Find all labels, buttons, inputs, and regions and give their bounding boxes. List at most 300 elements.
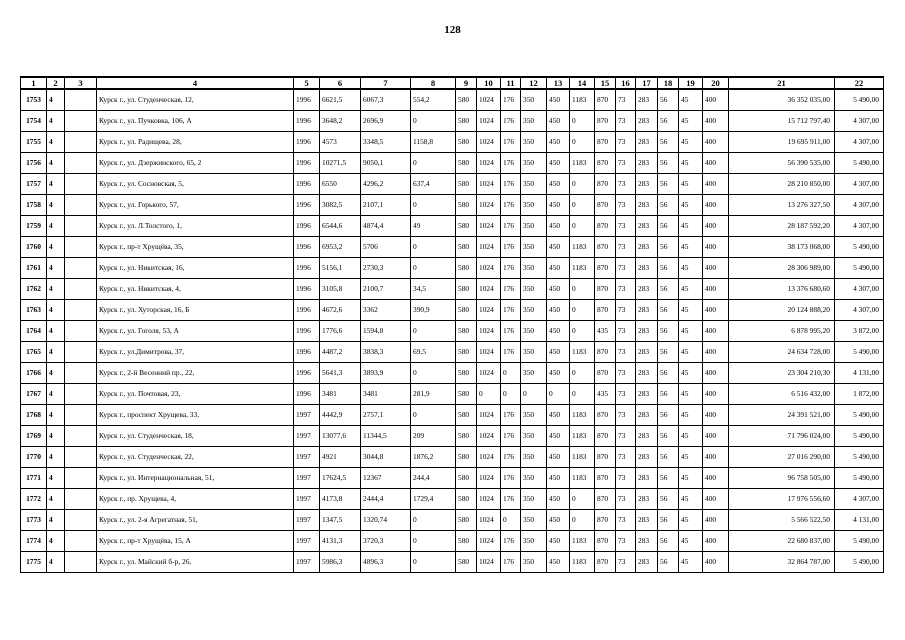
table-row <box>21 132 884 153</box>
cell-col-17: 283 <box>636 342 658 363</box>
cell-col-15: 870 <box>595 447 616 468</box>
cell-col-19: 45 <box>679 363 703 384</box>
cell-col-21: 28 187 592,20 <box>729 216 835 237</box>
cell-col-9: 580 <box>456 279 477 300</box>
cell-col-4: Курск г., ул. Гоголя, 53, А <box>97 321 294 342</box>
cell-col-6: 6550 <box>320 174 361 195</box>
cell-col-20: 400 <box>703 237 729 258</box>
table-row <box>21 258 884 279</box>
cell-col-17: 283 <box>636 279 658 300</box>
cell-col-17: 283 <box>636 153 658 174</box>
cell-col-1: 1758 <box>21 195 47 216</box>
cell-col-16: 73 <box>616 89 636 111</box>
cell-col-5: 1997 <box>294 489 320 510</box>
cell-col-19: 45 <box>679 552 703 573</box>
table-row <box>21 153 884 174</box>
cell-col-17: 283 <box>636 216 658 237</box>
cell-col-3 <box>65 363 97 384</box>
cell-col-15: 870 <box>595 89 616 111</box>
cell-col-10: 1024 <box>477 279 501 300</box>
cell-col-12: 350 <box>521 447 547 468</box>
cell-col-15: 870 <box>595 342 616 363</box>
cell-col-19: 45 <box>679 321 703 342</box>
cell-col-22: 1 872,00 <box>835 384 884 405</box>
cell-col-10: 1024 <box>477 300 501 321</box>
cell-col-16: 73 <box>616 111 636 132</box>
cell-col-22: 5 490,00 <box>835 258 884 279</box>
table-row <box>21 342 884 363</box>
cell-col-5: 1996 <box>294 111 320 132</box>
cell-col-20: 400 <box>703 489 729 510</box>
cell-col-11: 176 <box>501 426 521 447</box>
cell-col-17: 283 <box>636 258 658 279</box>
cell-col-15: 870 <box>595 111 616 132</box>
cell-col-8: 1729,4 <box>411 489 456 510</box>
cell-col-14: 0 <box>570 384 595 405</box>
cell-col-3 <box>65 132 97 153</box>
cell-col-8: 0 <box>411 153 456 174</box>
cell-col-16: 73 <box>616 216 636 237</box>
cell-col-20: 400 <box>703 216 729 237</box>
cell-col-18: 56 <box>658 468 679 489</box>
cell-col-5: 1997 <box>294 531 320 552</box>
cell-col-6: 4173,8 <box>320 489 361 510</box>
cell-col-11: 176 <box>501 111 521 132</box>
cell-col-15: 870 <box>595 489 616 510</box>
cell-col-5: 1996 <box>294 342 320 363</box>
cell-col-7: 1320,74 <box>361 510 411 531</box>
cell-col-21: 19 695 911,00 <box>729 132 835 153</box>
cell-col-19: 45 <box>679 195 703 216</box>
cell-col-19: 45 <box>679 174 703 195</box>
cell-col-18: 56 <box>658 552 679 573</box>
cell-col-22: 5 490,00 <box>835 237 884 258</box>
cell-col-8: 0 <box>411 111 456 132</box>
table-row <box>21 531 884 552</box>
cell-col-11: 176 <box>501 531 521 552</box>
cell-col-22: 4 307,00 <box>835 195 884 216</box>
column-header-14: 14 <box>570 77 595 89</box>
cell-col-13: 450 <box>547 216 570 237</box>
cell-col-3 <box>65 279 97 300</box>
table-row <box>21 384 884 405</box>
table-row <box>21 111 884 132</box>
cell-col-10: 1024 <box>477 195 501 216</box>
cell-col-12: 350 <box>521 321 547 342</box>
cell-col-6: 5156,1 <box>320 258 361 279</box>
cell-col-3 <box>65 153 97 174</box>
cell-col-7: 11344,5 <box>361 426 411 447</box>
cell-col-2: 4 <box>47 279 65 300</box>
cell-col-4: Курск г., ул. Почтовая, 23, <box>97 384 294 405</box>
cell-col-7: 3838,3 <box>361 342 411 363</box>
column-header-6: 6 <box>320 77 361 89</box>
cell-col-16: 73 <box>616 258 636 279</box>
cell-col-2: 4 <box>47 489 65 510</box>
cell-col-8: 0 <box>411 363 456 384</box>
cell-col-17: 283 <box>636 132 658 153</box>
cell-col-18: 56 <box>658 510 679 531</box>
cell-col-1: 1767 <box>21 384 47 405</box>
cell-col-11: 176 <box>501 321 521 342</box>
table-row <box>21 489 884 510</box>
cell-col-22: 4 307,00 <box>835 300 884 321</box>
cell-col-20: 400 <box>703 321 729 342</box>
cell-col-16: 73 <box>616 279 636 300</box>
cell-col-11: 176 <box>501 195 521 216</box>
cell-col-5: 1996 <box>294 153 320 174</box>
cell-col-19: 45 <box>679 279 703 300</box>
cell-col-15: 870 <box>595 258 616 279</box>
cell-col-10: 1024 <box>477 153 501 174</box>
cell-col-7: 2730,3 <box>361 258 411 279</box>
cell-col-4: Курск г., ул. Сосновская, 5, <box>97 174 294 195</box>
cell-col-10: 1024 <box>477 111 501 132</box>
cell-col-12: 350 <box>521 531 547 552</box>
cell-col-12: 350 <box>521 426 547 447</box>
cell-col-5: 1996 <box>294 132 320 153</box>
cell-col-8: 637,4 <box>411 174 456 195</box>
cell-col-21: 27 016 290,00 <box>729 447 835 468</box>
column-header-12: 12 <box>521 77 547 89</box>
table-row <box>21 216 884 237</box>
cell-col-2: 4 <box>47 342 65 363</box>
cell-col-11: 176 <box>501 489 521 510</box>
cell-col-13: 450 <box>547 89 570 111</box>
cell-col-4: Курск г., ул. Никитская, 16, <box>97 258 294 279</box>
cell-col-6: 3648,2 <box>320 111 361 132</box>
cell-col-20: 400 <box>703 363 729 384</box>
cell-col-21: 96 758 505,00 <box>729 468 835 489</box>
cell-col-16: 73 <box>616 426 636 447</box>
cell-col-21: 15 712 797,40 <box>729 111 835 132</box>
cell-col-4: Курск г., пр-т Хрущёва, 15, А <box>97 531 294 552</box>
cell-col-6: 17624,5 <box>320 468 361 489</box>
cell-col-20: 400 <box>703 153 729 174</box>
cell-col-9: 580 <box>456 237 477 258</box>
cell-col-2: 4 <box>47 153 65 174</box>
cell-col-14: 0 <box>570 132 595 153</box>
cell-col-5: 1996 <box>294 216 320 237</box>
cell-col-15: 870 <box>595 552 616 573</box>
cell-col-22: 5 490,00 <box>835 405 884 426</box>
cell-col-12: 350 <box>521 111 547 132</box>
cell-col-1: 1755 <box>21 132 47 153</box>
cell-col-14: 1183 <box>570 447 595 468</box>
cell-col-4: Курск г., пр-т Хрущёва, 35, <box>97 237 294 258</box>
cell-col-1: 1768 <box>21 405 47 426</box>
cell-col-20: 400 <box>703 510 729 531</box>
cell-col-19: 45 <box>679 384 703 405</box>
cell-col-5: 1996 <box>294 174 320 195</box>
table-body <box>21 89 884 573</box>
cell-col-22: 4 307,00 <box>835 279 884 300</box>
cell-col-19: 45 <box>679 447 703 468</box>
cell-col-3 <box>65 195 97 216</box>
cell-col-16: 73 <box>616 174 636 195</box>
cell-col-12: 350 <box>521 237 547 258</box>
cell-col-1: 1764 <box>21 321 47 342</box>
cell-col-3 <box>65 89 97 111</box>
cell-col-3 <box>65 447 97 468</box>
cell-col-21: 28 210 850,00 <box>729 174 835 195</box>
cell-col-15: 870 <box>595 153 616 174</box>
cell-col-14: 0 <box>570 510 595 531</box>
cell-col-6: 4573 <box>320 132 361 153</box>
cell-col-8: 209 <box>411 426 456 447</box>
cell-col-13: 450 <box>547 447 570 468</box>
cell-col-14: 0 <box>570 363 595 384</box>
cell-col-8: 0 <box>411 510 456 531</box>
cell-col-22: 4 131,00 <box>835 510 884 531</box>
cell-col-3 <box>65 216 97 237</box>
cell-col-13: 450 <box>547 489 570 510</box>
cell-col-22: 5 490,00 <box>835 89 884 111</box>
table-row <box>21 552 884 573</box>
cell-col-7: 12367 <box>361 468 411 489</box>
cell-col-19: 45 <box>679 510 703 531</box>
cell-col-9: 580 <box>456 384 477 405</box>
cell-col-14: 0 <box>570 195 595 216</box>
cell-col-3 <box>65 405 97 426</box>
cell-col-15: 870 <box>595 531 616 552</box>
cell-col-14: 1183 <box>570 258 595 279</box>
cell-col-16: 73 <box>616 153 636 174</box>
cell-col-3 <box>65 426 97 447</box>
cell-col-19: 45 <box>679 258 703 279</box>
cell-col-4: Курск г., ул. Интернациональная, 51, <box>97 468 294 489</box>
cell-col-15: 870 <box>595 300 616 321</box>
table-row <box>21 279 884 300</box>
cell-col-20: 400 <box>703 111 729 132</box>
page-number: 128 <box>444 24 461 36</box>
cell-col-8: 0 <box>411 321 456 342</box>
column-number-header-row <box>21 77 884 89</box>
cell-col-8: 390,9 <box>411 300 456 321</box>
cell-col-4: Курск г., ул. Горького, 57, <box>97 195 294 216</box>
cell-col-10: 1024 <box>477 321 501 342</box>
cell-col-7: 4874,4 <box>361 216 411 237</box>
cell-col-6: 6953,2 <box>320 237 361 258</box>
cell-col-13: 450 <box>547 111 570 132</box>
cell-col-18: 56 <box>658 279 679 300</box>
cell-col-18: 56 <box>658 321 679 342</box>
cell-col-2: 4 <box>47 111 65 132</box>
cell-col-17: 283 <box>636 89 658 111</box>
cell-col-15: 870 <box>595 132 616 153</box>
cell-col-18: 56 <box>658 132 679 153</box>
cell-col-6: 5986,3 <box>320 552 361 573</box>
cell-col-17: 283 <box>636 195 658 216</box>
cell-col-19: 45 <box>679 237 703 258</box>
cell-col-16: 73 <box>616 300 636 321</box>
cell-col-3 <box>65 258 97 279</box>
cell-col-5: 1996 <box>294 279 320 300</box>
cell-col-12: 350 <box>521 132 547 153</box>
cell-col-7: 2107,1 <box>361 195 411 216</box>
cell-col-17: 283 <box>636 468 658 489</box>
cell-col-4: Курск г., ул. Хуторская, 16, Б <box>97 300 294 321</box>
cell-col-9: 580 <box>456 363 477 384</box>
table-row <box>21 510 884 531</box>
cell-col-20: 400 <box>703 174 729 195</box>
cell-col-14: 1183 <box>570 342 595 363</box>
cell-col-7: 1594,8 <box>361 321 411 342</box>
cell-col-12: 350 <box>521 89 547 111</box>
cell-col-9: 580 <box>456 510 477 531</box>
cell-col-14: 1183 <box>570 552 595 573</box>
cell-col-6: 4442,9 <box>320 405 361 426</box>
cell-col-4: Курск г., ул. Л.Толстого, 1, <box>97 216 294 237</box>
cell-col-1: 1762 <box>21 279 47 300</box>
cell-col-5: 1997 <box>294 447 320 468</box>
cell-col-17: 283 <box>636 405 658 426</box>
cell-col-18: 56 <box>658 237 679 258</box>
cell-col-16: 73 <box>616 489 636 510</box>
cell-col-14: 0 <box>570 279 595 300</box>
cell-col-4: Курск г., ул. 2-я Агрегатная, 51, <box>97 510 294 531</box>
column-header-7: 7 <box>361 77 411 89</box>
cell-col-20: 400 <box>703 132 729 153</box>
cell-col-16: 73 <box>616 237 636 258</box>
table-row <box>21 195 884 216</box>
cell-col-18: 56 <box>658 153 679 174</box>
column-header-15: 15 <box>595 77 616 89</box>
cell-col-15: 435 <box>595 384 616 405</box>
cell-col-16: 73 <box>616 363 636 384</box>
cell-col-6: 1776,6 <box>320 321 361 342</box>
cell-col-20: 400 <box>703 279 729 300</box>
column-header-18: 18 <box>658 77 679 89</box>
cell-col-11: 176 <box>501 279 521 300</box>
cell-col-13: 450 <box>547 531 570 552</box>
cell-col-17: 283 <box>636 510 658 531</box>
cell-col-6: 4131,3 <box>320 531 361 552</box>
cell-col-15: 870 <box>595 426 616 447</box>
table-row <box>21 237 884 258</box>
cell-col-4: Курск г., ул. Майский б-р, 26, <box>97 552 294 573</box>
cell-col-1: 1761 <box>21 258 47 279</box>
column-header-13: 13 <box>547 77 570 89</box>
cell-col-20: 400 <box>703 468 729 489</box>
cell-col-1: 1766 <box>21 363 47 384</box>
cell-col-7: 3044,8 <box>361 447 411 468</box>
cell-col-10: 1024 <box>477 132 501 153</box>
cell-col-9: 580 <box>456 447 477 468</box>
cell-col-2: 4 <box>47 258 65 279</box>
column-header-17: 17 <box>636 77 658 89</box>
cell-col-14: 0 <box>570 216 595 237</box>
cell-col-18: 56 <box>658 258 679 279</box>
cell-col-10: 1024 <box>477 89 501 111</box>
cell-col-21: 56 390 535,00 <box>729 153 835 174</box>
cell-col-19: 45 <box>679 132 703 153</box>
cell-col-6: 6621,5 <box>320 89 361 111</box>
cell-col-10: 1024 <box>477 237 501 258</box>
cell-col-18: 56 <box>658 405 679 426</box>
cell-col-2: 4 <box>47 300 65 321</box>
cell-col-1: 1763 <box>21 300 47 321</box>
cell-col-18: 56 <box>658 384 679 405</box>
cell-col-3 <box>65 384 97 405</box>
cell-col-12: 350 <box>521 363 547 384</box>
cell-col-9: 580 <box>456 552 477 573</box>
cell-col-4: Курск г., ул.Димитрова, 37, <box>97 342 294 363</box>
cell-col-19: 45 <box>679 216 703 237</box>
cell-col-19: 45 <box>679 405 703 426</box>
column-header-1: 1 <box>21 77 47 89</box>
cell-col-16: 73 <box>616 552 636 573</box>
column-header-10: 10 <box>477 77 501 89</box>
cell-col-17: 283 <box>636 237 658 258</box>
cell-col-12: 350 <box>521 342 547 363</box>
cell-col-5: 1997 <box>294 405 320 426</box>
cell-col-20: 400 <box>703 342 729 363</box>
cell-col-22: 5 490,00 <box>835 468 884 489</box>
cell-col-11: 176 <box>501 237 521 258</box>
cell-col-7: 2696,9 <box>361 111 411 132</box>
column-header-4: 4 <box>97 77 294 89</box>
column-header-11: 11 <box>501 77 521 89</box>
cell-col-11: 176 <box>501 468 521 489</box>
column-header-22: 22 <box>835 77 884 89</box>
cell-col-3 <box>65 552 97 573</box>
cell-col-1: 1771 <box>21 468 47 489</box>
cell-col-18: 56 <box>658 447 679 468</box>
cell-col-3 <box>65 111 97 132</box>
cell-col-1: 1774 <box>21 531 47 552</box>
cell-col-8: 0 <box>411 258 456 279</box>
cell-col-13: 450 <box>547 174 570 195</box>
cell-col-22: 5 490,00 <box>835 153 884 174</box>
cell-col-21: 22 680 837,00 <box>729 531 835 552</box>
cell-col-18: 56 <box>658 426 679 447</box>
cell-col-4: Курск г., ул. Студенческая, 22, <box>97 447 294 468</box>
cell-col-4: Курск г., ул. Дзержинского, 65, 2 <box>97 153 294 174</box>
cell-col-13: 450 <box>547 153 570 174</box>
cell-col-5: 1996 <box>294 258 320 279</box>
cell-col-3 <box>65 468 97 489</box>
cell-col-8: 1876,2 <box>411 447 456 468</box>
cell-col-13: 450 <box>547 552 570 573</box>
cell-col-6: 3105,8 <box>320 279 361 300</box>
cell-col-4: Курск г., проспект Хрущева, 33, <box>97 405 294 426</box>
table-row <box>21 405 884 426</box>
cell-col-6: 13077,6 <box>320 426 361 447</box>
cell-col-9: 580 <box>456 321 477 342</box>
cell-col-6: 6544,6 <box>320 216 361 237</box>
cell-col-19: 45 <box>679 342 703 363</box>
cell-col-20: 400 <box>703 447 729 468</box>
cell-col-7: 2100,7 <box>361 279 411 300</box>
cell-col-16: 73 <box>616 468 636 489</box>
cell-col-14: 0 <box>570 111 595 132</box>
cell-col-3 <box>65 531 97 552</box>
cell-col-13: 450 <box>547 510 570 531</box>
cell-col-11: 176 <box>501 216 521 237</box>
cell-col-19: 45 <box>679 111 703 132</box>
cell-col-12: 350 <box>521 279 547 300</box>
cell-col-7: 5706 <box>361 237 411 258</box>
cell-col-5: 1996 <box>294 237 320 258</box>
cell-col-15: 435 <box>595 321 616 342</box>
cell-col-1: 1757 <box>21 174 47 195</box>
cell-col-10: 1024 <box>477 447 501 468</box>
cell-col-6: 4672,6 <box>320 300 361 321</box>
cell-col-9: 580 <box>456 300 477 321</box>
cell-col-17: 283 <box>636 321 658 342</box>
cell-col-21: 23 304 210,30 <box>729 363 835 384</box>
